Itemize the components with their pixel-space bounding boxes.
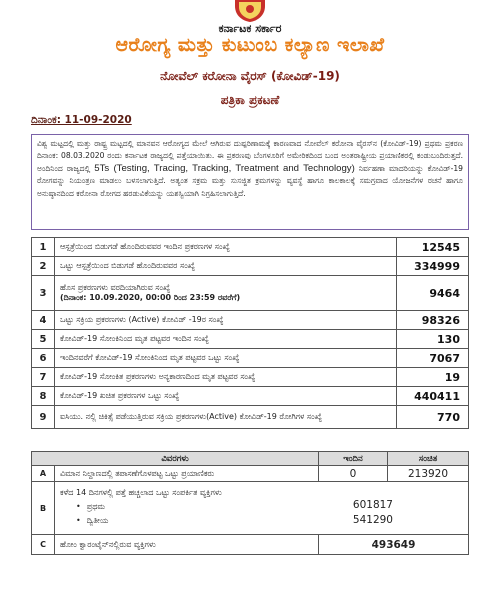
row-label: ಆಸ್ಪತ್ರೆಯಿಂದ ಬಿಡುಗಡೆ ಹೊಂದಿರುವವರ ಇಂದಿನ ಪ್ರಕರಣಗಳ ಸಂಖ್ಯೆ xyxy=(55,238,397,257)
row-value: 12545 xyxy=(397,238,469,257)
row-label: ವಿಮಾನ ನಿಲ್ದಾಣದಲ್ಲಿ ತಪಾಸಣೆಗೊಳಪಟ್ಟ ಒಟ್ಟು ಪ್ರಯಾಣಿಕರು xyxy=(55,466,319,482)
row-label: ಒಟ್ಟು ಆಸ್ಪತ್ರೆಯಿಂದ ಬಿಡುಗಡೆ ಹೊಂದಿರುವವರ ಸಂಖ್ಯೆ xyxy=(55,257,397,276)
row-value: 19 xyxy=(397,368,469,387)
press-release-title: ಪತ್ರಿಕಾ ಪ್ರಕಟಣೆ xyxy=(220,93,280,107)
row-value: 130 xyxy=(397,330,469,349)
row-letter: A xyxy=(32,466,55,482)
row-number: 9 xyxy=(32,406,55,429)
header-details: ವಿವರಗಳು xyxy=(32,452,319,466)
secondary-contacts-value: 541290 xyxy=(352,514,393,526)
row-number: 8 xyxy=(32,387,55,406)
release-date: ದಿನಾಂಕ: 11-09-2020 xyxy=(31,114,132,126)
primary-contacts-label: • ಪ್ರಥಮ xyxy=(60,500,108,514)
secondary-contacts-label: • ದ್ವಿತೀಯ xyxy=(60,514,108,528)
table-row xyxy=(32,349,469,368)
intro-text-part1: ವಿಶ್ವ ಮಟ್ಟದಲ್ಲಿ ಮತ್ತು ರಾಷ್ಟ್ರ ಮಟ್ಟದಲ್ಲಿ ಮಾನವನ ಆರೋಗ್ಯದ ಮೇಲೆ ಆಗಿರುವ ದುಷ್ಪರಿಣಾಮಕ್ಕೆ ಕಾರಣವಾದ ನೋವೆಲ್ ಕರೋನಾ ವೈರಸ್‌ನ (ಕೋವಿಡ್-19) ಪ್ರಥಮ ಪ್ರಕರಣ ದಿನಾಂಕ: 08.03.2020 ರಂದು ಕರ್ನಾಟಕ ರಾಜ್ಯದಲ್ಲಿ ಪತ್ತೆಯಾಯಿತು. ಈ ಪ್ರಕರಣವು ಬೆಂಗಳೂರಿಗೆ ಅಮೇರಿಕದಿಂದ ಬಂದ ಅಂತರಾಷ್ಟ್ರೀಯ ಪ್ರಯಾಣಿಕರಲ್ಲಿ ಕಂಡುಬಂದಿರುತ್ತದೆ. ಅಂದಿನಿಂದ ರಾಜ್ಯದಲ್ಲಿ xyxy=(37,139,463,173)
row-letter: B xyxy=(32,482,55,535)
row-number: 1 xyxy=(32,238,55,257)
row-number: 4 xyxy=(32,311,55,330)
row-label: ಐಸಿಯು. ನಲ್ಲಿ ಚಿಕಿತ್ಸೆ ಪಡೆಯುತ್ತಿರುವ ಸಕ್ರಿಯ ಪ್ರಕರಣಗಳು(Active) ಕೋವಿಡ್-19 ರೋಗಿಗಳ ಸಂಖ್ಯೆ xyxy=(55,406,397,429)
department-title: ಆರೋಗ್ಯ ಮತ್ತು ಕುಟುಂಬ ಕಲ್ಯಾಣ ಇಲಾಖೆ xyxy=(115,34,385,56)
row-value: 334999 xyxy=(397,257,469,276)
row-label: ಕಳೆದ 14 ದಿನಗಳಲ್ಲಿ ಪತ್ತೆ ಹಚ್ಚಲಾದ ಒಟ್ಟು ಸಂಪರ್ಕಿತ ವ್ಯಕ್ತಿಗಳು xyxy=(60,488,222,497)
row-label: ಕೋವಿಡ್-19 ಸೋಂಕಿತ ಪ್ರಕರಣಗಳು ಅನ್ಯಕಾರಣದಿಂದ ಮೃತ ಪಟ್ಟವರ ಸಂಖ್ಯೆ xyxy=(55,368,397,387)
table-row xyxy=(32,330,469,349)
row-number: 7 xyxy=(32,368,55,387)
table-row xyxy=(32,387,469,406)
row-label-line2: (ದಿನಾಂಕ: 10.09.2020, 00:00 ರಿಂದ 23:59 ರವರೆಗೆ) xyxy=(60,293,241,302)
row-label xyxy=(55,276,397,311)
table-row xyxy=(32,466,469,482)
row-total: 213920 xyxy=(388,466,469,482)
contacts-breakdown xyxy=(60,498,463,528)
contacts-cell xyxy=(55,482,469,535)
row-value: 493649 xyxy=(319,535,469,555)
row-number: 6 xyxy=(32,349,55,368)
table-row xyxy=(32,482,469,535)
row-label: ಇಂದಿನವರೆಗೆ ಕೋವಿಡ್-19 ಸೋಂಕಿನಿಂದ ಮೃತ ಪಟ್ಟವರ ಒಟ್ಟು ಸಂಖ್ಯೆ xyxy=(55,349,397,368)
row-label: ಕೋವಿಡ್-19 ಖಚಿತ ಪ್ರಕರಣಗಳ ಒಟ್ಟು ಸಂಖ್ಯೆ xyxy=(55,387,397,406)
contacts-values xyxy=(353,498,463,528)
emblem-icon xyxy=(233,0,267,22)
row-today: 0 xyxy=(319,466,388,482)
header-today: ಇಂದಿನ xyxy=(319,452,388,466)
table-row xyxy=(32,257,469,276)
table-row xyxy=(32,311,469,330)
row-value: 770 xyxy=(397,406,469,429)
intro-paragraph xyxy=(31,134,469,230)
details-header-row xyxy=(32,452,469,466)
table-row xyxy=(32,368,469,387)
details-table xyxy=(31,451,469,555)
row-label: ಒಟ್ಟು ಸಕ್ರಿಯ ಪ್ರಕರಣಗಳು (Active) ಕೋವಿಡ್ -19ರ ಸಂಖ್ಯೆ xyxy=(55,311,397,330)
statistics-table xyxy=(31,237,469,429)
intro-text-english: 5Ts (Testing, Tracing, Tracking, Treatment and Technology) xyxy=(94,162,355,174)
row-label-line1: ಹೊಸ ಪ್ರಕರಣಗಳು ವರದಿಯಾಗಿರುವ ಸಂಖ್ಯೆ xyxy=(60,283,171,292)
row-value: 9464 xyxy=(397,276,469,311)
row-number: 2 xyxy=(32,257,55,276)
subject-title: ನೋವೆಲ್ ಕರೋನಾ ವೈರಸ್ (ಕೋವಿಡ್-19) xyxy=(160,69,340,83)
table-row xyxy=(32,238,469,257)
header-cumulative: ಸಂಚಿತ xyxy=(388,452,469,466)
row-value: 440411 xyxy=(397,387,469,406)
row-value: 98326 xyxy=(397,311,469,330)
table-row xyxy=(32,406,469,429)
row-label: ಕೋವಿಡ್-19 ಸೋಂಕಿನಿಂದ ಮೃತ ಪಟ್ಟವರ ಇಂದಿನ ಸಂಖ್ಯೆ xyxy=(55,330,397,349)
contacts-list xyxy=(60,500,108,528)
table-row xyxy=(32,276,469,311)
intro-text-part2: ನಿರ್ವಹಣಾ ಮಾದರಿಯನ್ನು ಕೋವಿಡ್-19 ರೋಗವನ್ನು ನಿಯಂತ್ರಣ ಮಾಡಲು ಬಳಸಲಾಗುತ್ತಿದೆ. ಅತ್ಯಂತ ಸಕ್ರಮ ಮತ್ತು ಸುಸಜ್ಜಿತ ಕ್ರಮಗಳನ್ನು ವ್ಯವಸ್ಥೆ ಹಾಗೂ ಕಾಲಕಾಲಕ್ಕೆ ಸಮಗ್ರವಾದ ಯೋಜನೆಗಳ ರಚನೆ ಹಾಗೂ ಅನುಷ್ಠಾನದಿಂದ ಕರೋನಾ ರೋಗದ ಹರಡುವಿಕೆಯನ್ನು ಯಶಸ್ವಿಯಾಗಿ ನಿಗ್ರಹಿಸಲಾಗುತ್ತಿದೆ. xyxy=(37,163,463,198)
row-value: 7067 xyxy=(397,349,469,368)
primary-contacts-value: 601817 xyxy=(352,499,393,511)
row-number: 3 xyxy=(32,276,55,311)
government-name: ಕರ್ನಾಟಕ ಸರ್ಕಾರ xyxy=(218,22,282,35)
row-letter: C xyxy=(32,535,55,555)
row-number: 5 xyxy=(32,330,55,349)
table-row xyxy=(32,535,469,555)
row-label: ಹೋಂ ಕ್ವಾರಂಟೈನ್‌ನಲ್ಲಿರುವ ವ್ಯಕ್ತಿಗಳು xyxy=(55,535,319,555)
karnataka-emblem xyxy=(232,0,268,22)
